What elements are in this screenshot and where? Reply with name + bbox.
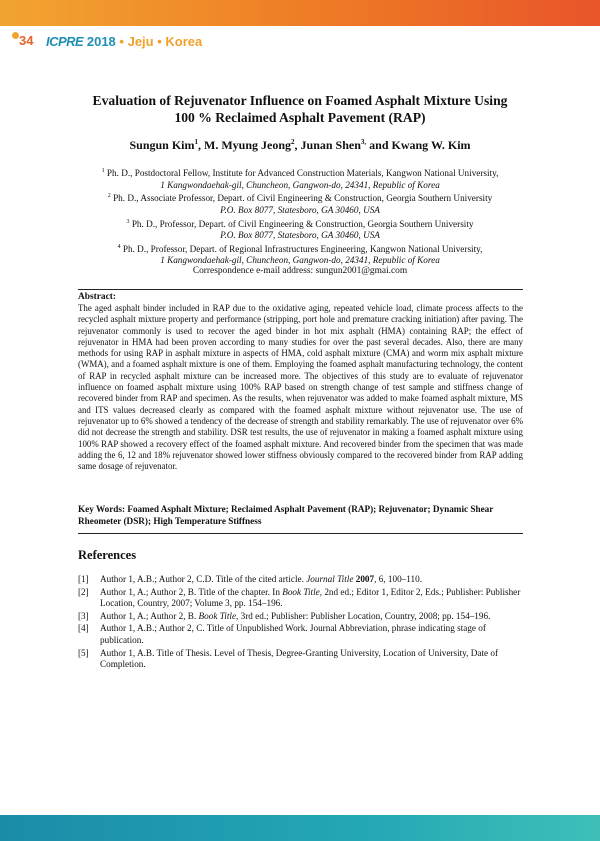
affiliation: $^1$ Ph. D., Postdoctoral Fellow, Institute for Advanced Construction Materials, Kangwon National University, 1 Kangwondaehak-gil, Chuncheon, Gangwon-do, 24341, Republic of Korea xyxy=(101,168,499,190)
footer-accent-bar xyxy=(0,815,600,841)
keywords: Key Words: Foamed Asphalt Mixture; Reclaimed Asphalt Pavement (RAP); Rejuvenator; Dynamic Shear Rheometer (DSR); High Temperature Stiffness xyxy=(78,504,494,526)
references-heading: References xyxy=(78,548,137,562)
dot-icon xyxy=(12,32,19,39)
conference-country: Korea xyxy=(165,34,203,49)
affiliation: $^3$ Ph. D., Professor, Depart. of Civil Engineering & Construction, Georgia Southern University P.O. Box 8077, Statesboro, GA 30460, USA xyxy=(126,218,474,241)
author: M. Myung Jeong$^2$, xyxy=(204,138,301,152)
paper-title xyxy=(60,92,540,126)
header-accent-bar xyxy=(0,0,600,26)
author: Junan Shen$^{3,}$ and xyxy=(300,138,392,152)
reference-item: [1] Author 1, A.B.; Author 2, C.D. Title of the cited article. Journal Title 2007, 6, 100–110. xyxy=(78,574,422,584)
affiliations xyxy=(60,166,540,267)
conference-logo xyxy=(46,34,202,49)
divider xyxy=(78,289,523,290)
page-number-text: 34 xyxy=(19,33,34,48)
author: Kwang W. Kim xyxy=(391,138,471,152)
correspondence-email: Correspondence e-mail address: sungun2001@gmai.com xyxy=(192,266,408,276)
conference-year: 2018 xyxy=(86,34,116,49)
author: Sungun Kim$^1$, xyxy=(129,138,205,152)
reference-item: [5] Author 1, A.B. Title of Thesis. Level of Thesis, Degree-Granting University, Location of University, Date of Completion. xyxy=(78,647,499,670)
affiliation: $^2$ Ph. D., Associate Professor, Depart. of Civil Engineering & Construction, Georgia Southern University P.O. Box 8077, Statesboro, GA 30460, USA xyxy=(107,193,493,215)
conference-city: Jeju xyxy=(127,34,154,49)
affiliation: $^4$ Ph. D., Professor, Depart. of Regional Infrastructures Engineering, Kangwon National University, 1 Kangwondaehak-gil, Chuncheon, Gangwon-do, 24341, Republic of Korea xyxy=(117,243,483,266)
separator-icon: • xyxy=(157,34,162,49)
abstract-heading: Abstract: xyxy=(78,292,117,302)
abstract-text: The aged asphalt binder included in RAP due to the oxidative aging, repeated vehicle load, climate process affects to the recycled asphalt mixture property and performance (stripping, port hole and premature cracking initiation) after paving. The rejuvenator commonly is used to recover the aged binder in hot mix asphalt (HMA) containing RAP; the effect of rejuvenator in HMA had been proven according to many studies for over the past several decades. Also, there are many methods for using RAP in asphalt mixture in aspects of HMA, cold asphalt mixture (CMA) and worm mix asphalt mixture (WMA), and a foamed asphalt mixture is one of them. Employing the foamed asphalt manufacturing technology, the content of RAP in recycled asphalt mixture can be increased more. The objectives of this study are to evaluate of rejuvenator influence on foamed asphalt mixture using 100% RAP based on strength change of test sample and stiffness change of recovered binder from RAP and specimen. As the results, when rejuvenator was added to make foamed asphalt mixture, MS and ITS values decreased clearly as compared with the foamed asphalt mixture without rejuvenator use. The use of rejuvenator up to 6% showed a tendency of the decrease of strength and stability remarkably. The use of rejuvenator over 6% did not decrease the strength and stability. DSR test results, the use of rejuvenator in making a foamed asphalt mixture using 100% RAP showed a recovery effect of the foamed asphalt mixture. And recovered binder from the specimen that was made adding the 6, 12 and 18% rejuvenator showed lower stiffness obviously compared to the recovered binder from RAP adding same dosage of rejuvenator. xyxy=(78,303,523,472)
author-list xyxy=(60,138,540,153)
logo-text: ICPRE xyxy=(46,34,84,49)
reference-item: [2] Author 1, A.; Author 2, B. Title of the chapter. In Book Title, 2nd ed.; Editor 1, Editor 2, Eds.; Publisher: Publisher Location, Country, 2007; Volume 3, pp. 154–196. xyxy=(78,586,521,609)
reference-item: [3] Author 1, A.; Author 2, B. Book Title, 3rd ed.; Publisher: Publisher Location, Country, 2008; pp. 154–196. xyxy=(78,610,491,621)
title-line-1: Evaluation of Rejuvenator Influence on Foamed Asphalt Mixture Using xyxy=(92,93,508,108)
divider xyxy=(78,533,523,534)
reference-list xyxy=(78,574,523,672)
title-line-2: 100 % Reclaimed Asphalt Pavement (RAP) xyxy=(174,110,426,125)
reference-item: [4] Author 1, A.B.; Author 2, C. Title of Unpublished Work. Journal Abbreviation, phrase indicating stage of publication. xyxy=(78,623,486,645)
page-number xyxy=(14,33,33,48)
separator-icon: • xyxy=(119,34,124,49)
